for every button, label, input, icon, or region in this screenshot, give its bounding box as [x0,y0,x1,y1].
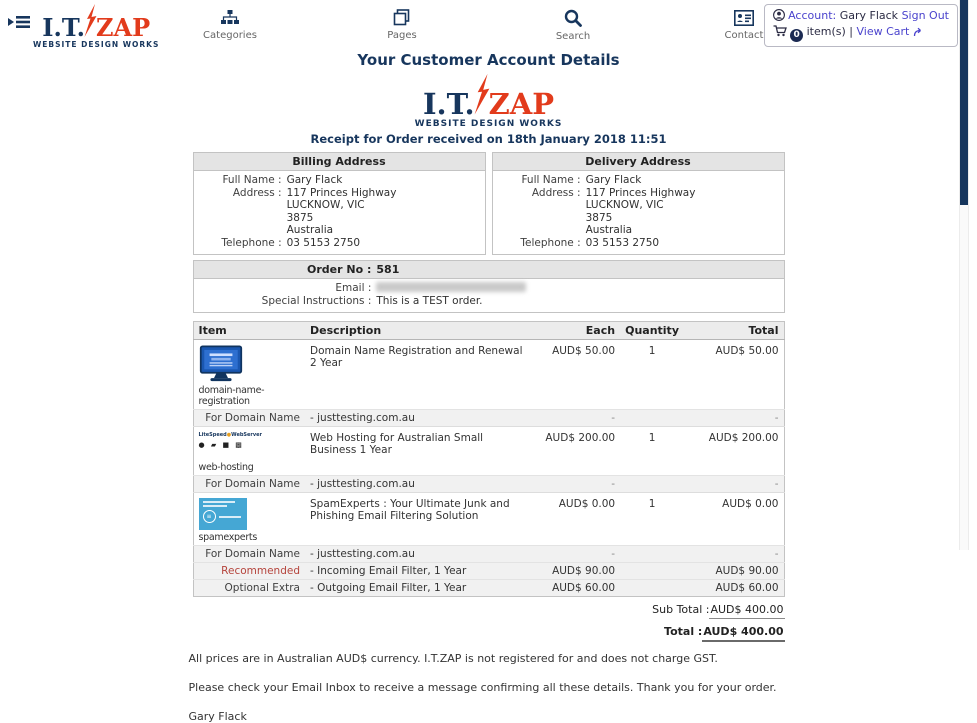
contact-card-icon [734,10,754,26]
field-value: Gary Flack [286,174,343,186]
order-no-value: 581 [376,263,400,276]
subrow-label-optional: Optional Extra [193,580,305,597]
footer-notes [189,652,789,723]
account-name: Gary Flack [839,9,899,22]
delivery-address-title: Delivery Address [493,153,784,171]
field-value: 03 5153 2750 [286,236,361,249]
item-quantity: 1 [620,427,684,476]
field-label [493,199,586,212]
table-header-row [193,322,784,340]
addresses-row [193,152,785,255]
item-cell [193,427,305,476]
item-quantity: 1 [620,493,684,546]
page-title: Your Customer Account Details [357,51,620,69]
field-label [194,224,287,237]
subrow-total: AUD$ 90.00 [684,563,784,580]
total-label: Total : [664,625,703,638]
subrow-each: - [532,410,620,427]
user-icon [773,9,785,21]
item-total: AUD$ 200.00 [684,427,784,476]
cart-count-badge: 0 [790,29,803,42]
billing-address-panel [193,152,486,255]
subrow-text: - justtesting.com.au [305,410,532,427]
item-cell [193,493,305,546]
subrow-each: - [532,546,620,563]
separator: | [849,25,853,38]
col-header-quantity: Quantity [620,322,684,340]
account-summary-box [764,4,958,47]
account-line [773,8,949,24]
logo-it-text: I.T. [42,13,85,42]
field-value: 3875 [286,211,314,224]
field-value: 117 Princes Highway [286,186,397,199]
item-row [193,493,784,546]
search-icon [564,9,582,27]
subrow-total: AUD$ 60.00 [684,580,784,597]
web-hosting-image: LiteSpeed●WebServer ● ▰ ■ ▩ [199,432,247,460]
subrow-quantity [620,580,684,597]
view-cart-icon [913,27,923,37]
subrow-each: AUD$ 90.00 [532,563,620,580]
field-value: 03 5153 2750 [585,236,660,249]
logo-tagline: WEBSITE DESIGN WORKS [414,119,563,129]
total-value: AUD$ 400.00 [702,625,784,642]
subrow-total: - [684,410,784,427]
field-value: 3875 [585,211,613,224]
item-total: AUD$ 0.00 [684,493,784,546]
field-label: Telephone : [520,236,581,249]
pages-icon [393,9,411,26]
item-price-each: AUD$ 50.00 [552,345,616,357]
footer-note-email: Please check your Email Inbox to receive a message confirming all these details. Thank you for your order. [188,681,777,694]
cart-icon [773,25,787,37]
field-value: LUCKNOW, VIC [286,199,365,211]
domain-name-registration-image [199,345,301,383]
account-label: Account: [788,9,837,22]
nav-item-categories[interactable] [185,9,275,41]
billing-address-title: Billing Address [194,153,485,171]
subrow-quantity [620,410,684,427]
field-value: Australia [286,224,334,236]
subrow-label: For Domain Name [193,410,305,427]
item-total: AUD$ 50.00 [715,345,779,357]
item-quantity: 1 [648,345,656,357]
subrow-text: - Incoming Email Filter, 1 Year [305,563,532,580]
field-label: Address : [531,186,581,199]
nav-label-pages: Pages [387,30,417,41]
categories-icon [221,10,239,26]
item-cell [193,340,305,410]
item-price-each: AUD$ 200.00 [532,427,620,476]
email-value-redacted [376,282,526,292]
subrow-label-recommended: Recommended [193,563,305,580]
top-navigation-bar [0,0,977,49]
field-label [493,212,586,225]
footer-note-currency: All prices are in Australian AUD$ currency. I.T.ZAP is not registered for and does not charge GST. [188,652,718,665]
item-subrow [193,410,784,427]
special-instructions-value: This is a TEST order. [376,294,483,307]
receipt-logo [193,71,785,130]
sub-total-value: AUD$ 400.00 [709,603,784,619]
logo-zap-text: ZAP [488,87,555,121]
col-header-each: Each [532,322,620,340]
field-label [194,212,287,225]
email-label: Email : [335,282,372,294]
col-header-total: Total [684,322,784,340]
field-value: Gary Flack [585,174,642,186]
item-subrow-optional [193,580,784,597]
subrow-text: - Outgoing Email Filter, 1 Year [305,580,532,597]
logo-it-text: I.T. [422,87,475,121]
cart-line [773,24,949,42]
subrow-total: - [684,546,784,563]
nav-label-contact: Contact [724,30,764,41]
logo-zap-text: ZAP [95,13,151,42]
field-label [194,199,287,212]
nav-item-pages[interactable] [357,9,447,41]
page-content [193,51,785,597]
field-value: LUCKNOW, VIC [585,199,664,211]
subrow-total: - [684,476,784,493]
lightning-bolt-icon [84,4,97,40]
site-logo[interactable] [33,4,159,51]
sign-out-link[interactable]: Sign Out [901,9,949,22]
col-header-description: Description [305,322,532,340]
subrow-quantity [620,563,684,580]
item-caption: spamexperts [198,532,258,543]
field-label: Telephone : [221,236,282,249]
field-label: Full Name : [521,174,581,186]
lightning-bolt-icon [474,73,490,119]
delivery-address-panel [492,152,785,255]
subrow-text: - justtesting.com.au [305,546,532,563]
subrow-label: For Domain Name [193,476,305,493]
item-price-each: AUD$ 0.00 [532,493,620,546]
subrow-text: - justtesting.com.au [305,476,532,493]
nav-label-search: Search [555,31,591,42]
item-subrow [193,476,784,493]
field-value: 117 Princes Highway [585,186,696,199]
col-header-item: Item [193,322,305,340]
subrow-label: For Domain Name [193,546,305,563]
vertical-scrollbar-thumb[interactable] [960,0,968,205]
field-value: Australia [585,224,633,236]
field-label: Full Name : [222,174,282,186]
item-subrow [193,546,784,563]
nav-label-categories: Categories [203,30,257,41]
item-caption: domain-name-registration [198,385,265,407]
item-row [193,340,784,410]
item-description: SpamExperts : Your Ultimate Junk and Phishing Email Filtering Solution [305,493,532,546]
item-description: Web Hosting for Australian Small Business 1 Year [305,427,532,476]
item-subrow-recommended [193,563,784,580]
item-row [193,427,784,476]
collapse-menu-icon[interactable] [8,13,32,31]
order-no-label: Order No : [307,263,372,276]
view-cart-link[interactable]: View Cart [856,25,910,38]
receipt-heading: Receipt for Order received on 18th January 2018 11:51 [310,132,667,146]
special-instructions-label: Special Instructions : [261,294,372,307]
field-label [493,224,586,237]
order-panel [193,260,785,313]
subrow-quantity [620,546,684,563]
subrow-each: AUD$ 60.00 [532,580,620,597]
sub-total-label: Sub Total : [652,603,710,616]
spamexperts-image: ≡ [199,498,247,530]
item-caption: web-hosting [198,462,254,473]
nav-item-search[interactable] [528,9,618,42]
vertical-scrollbar-track[interactable] [959,0,969,550]
logo-tagline: WEBSITE DESIGN WORKS [33,40,160,49]
order-items-table [193,321,785,597]
field-label: Address : [232,186,282,199]
totals-section [193,603,785,642]
subrow-each: - [532,476,620,493]
subrow-quantity [620,476,684,493]
item-description: Domain Name Registration and Renewal 2 Year [310,345,523,369]
cart-items-label: item(s) [806,25,846,38]
footer-signature: Gary Flack [188,710,247,723]
